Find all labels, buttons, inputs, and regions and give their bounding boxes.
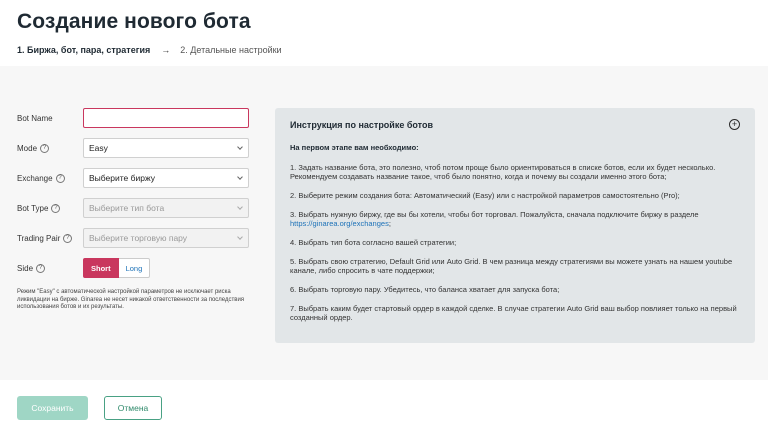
exchange-select-value: Выберите биржу: [89, 173, 156, 183]
help-icon[interactable]: ?: [51, 204, 60, 213]
chevron-down-icon: [237, 174, 243, 180]
mode-select[interactable]: [83, 138, 249, 158]
page-header: [0, 0, 768, 66]
instructions-list: [290, 163, 740, 322]
mode-select-value: Easy: [89, 143, 108, 153]
easy-mode-disclaimer: Режим "Easy" с автоматической настройкой параметров не исключает риска ликвидации на бирже. Ginarea не несет никакой ответственности за последствия использования ботов и их результаты.: [17, 289, 245, 310]
bot-name-input[interactable]: [83, 108, 249, 128]
side-toggle: [83, 258, 150, 278]
step-arrow-icon: →: [161, 45, 171, 55]
instruction-item: 7. Выбрать каким будет стартовый ордер в каждой сделке. В случае стратегии Auto Grid ваш выбор повлияет только на первый созданный ордер.: [290, 304, 737, 322]
exchange-row: [17, 168, 249, 188]
instruction-item-suffix: ;: [388, 219, 391, 228]
instructions-panel: [275, 108, 755, 343]
instruction-item: 5. Выбрать свою стратегию, Default Grid или Auto Grid. В чем разница между стратегиями вы можете узнать на нашем youtube канале, либо спросить в чате поддержки;: [290, 257, 733, 275]
help-icon[interactable]: ?: [63, 234, 72, 243]
instructions-subtitle: На первом этапе вам необходимо:: [290, 143, 419, 152]
bot-type-select-value: Выберите тип бота: [89, 203, 165, 213]
side-label: [17, 264, 83, 273]
exchange-label: [17, 174, 83, 183]
chevron-down-icon: [237, 204, 243, 210]
help-icon[interactable]: ?: [36, 264, 45, 273]
bot-name-label: [17, 114, 83, 123]
instruction-item: 4. Выбрать тип бота согласно вашей стратегии;: [290, 238, 457, 247]
step-next[interactable]: 2. Детальные настройки: [180, 45, 282, 55]
instructions-title: Инструкция по настройке ботов: [290, 119, 434, 130]
help-icon[interactable]: ?: [56, 174, 65, 183]
exchange-label-text: Exchange: [17, 173, 53, 183]
mode-label-text: Mode: [17, 143, 38, 153]
mode-row: [17, 138, 249, 158]
side-short-button[interactable]: Short: [83, 258, 119, 278]
footer-actions: [0, 380, 768, 438]
trading-pair-label: [17, 234, 83, 243]
chevron-down-icon: [237, 234, 243, 240]
trading-pair-select[interactable]: [83, 228, 249, 248]
page-title: Создание нового бота: [17, 10, 251, 33]
exchange-select[interactable]: [83, 168, 249, 188]
mode-label: [17, 144, 83, 153]
bot-type-label: [17, 204, 83, 213]
save-button[interactable]: Сохранить: [17, 396, 88, 420]
trading-pair-select-value: Выберите торговую пару: [89, 233, 188, 243]
bot-type-label-text: Bot Type: [17, 203, 49, 213]
trading-pair-row: [17, 228, 249, 248]
instruction-item: [290, 210, 740, 228]
bot-name-label-text: Bot Name: [17, 113, 53, 123]
instruction-item: 1. Задать название бота, это полезно, чтоб потом проще было ориентироваться в списке ботов, если их будет несколько. Рекомендуем создавать название такое, чтоб было понятно, когда и почему вы создали именно этого бота;: [290, 163, 716, 181]
side-label-text: Side: [17, 263, 34, 273]
exchanges-link[interactable]: https://ginarea.org/exchanges: [290, 219, 389, 228]
instruction-item: 6. Выбрать торговую пару. Убедитесь, что баланса хватает для запуска бота;: [290, 285, 560, 294]
expand-plus-icon[interactable]: +: [729, 119, 740, 130]
instruction-item: 2. Выберите режим создания бота: Автоматический (Easy) или с настройкой параметров самостоятельно (Pro);: [290, 191, 680, 200]
help-icon[interactable]: ?: [40, 144, 49, 153]
cancel-button[interactable]: Отмена: [104, 396, 162, 420]
side-long-button[interactable]: Long: [119, 258, 151, 278]
bot-name-row: [17, 108, 249, 128]
trading-pair-label-text: Trading Pair: [17, 233, 61, 243]
bot-type-row: [17, 198, 249, 218]
wizard-steps: [17, 45, 282, 55]
bot-type-select[interactable]: [83, 198, 249, 218]
instructions-header[interactable]: [290, 119, 740, 130]
instruction-item-text: 3. Выбрать нужную биржу, где вы бы хотели, чтобы бот торговал. Пожалуйста, сначала подключите биржу в разделе: [290, 210, 699, 219]
step-current: 1. Биржа, бот, пара, стратегия: [17, 45, 151, 55]
chevron-down-icon: [237, 144, 243, 150]
side-row: [17, 258, 150, 278]
